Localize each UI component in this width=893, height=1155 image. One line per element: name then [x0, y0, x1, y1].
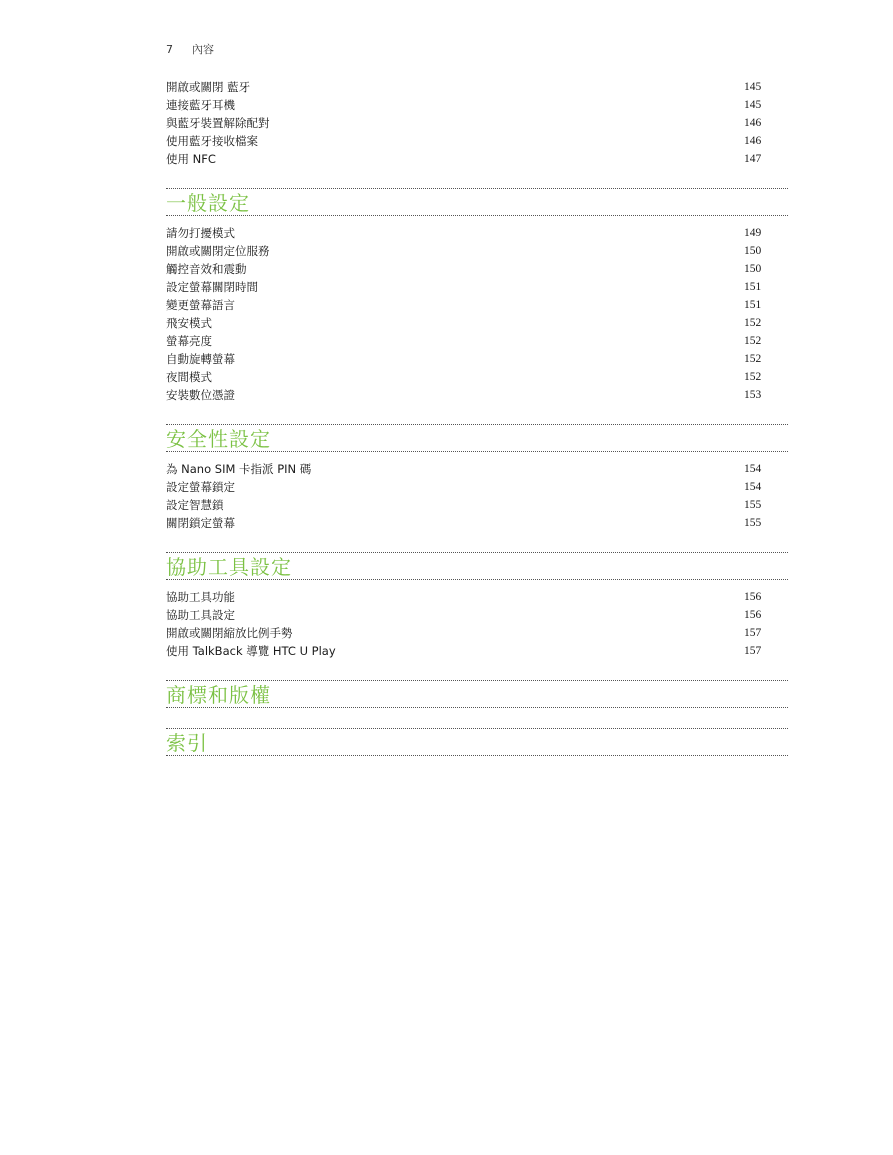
section-entries: [166, 224, 788, 404]
page-number: 7: [166, 43, 173, 56]
toc-entry-page: 155: [744, 499, 762, 511]
toc-entry[interactable]: [166, 642, 788, 660]
toc-entry[interactable]: [166, 242, 788, 260]
table-of-contents: [166, 78, 788, 756]
toc-entry-title: 與藍牙裝置解除配對: [166, 116, 270, 130]
section-entries: [166, 588, 788, 660]
toc-entry[interactable]: [166, 332, 788, 350]
toc-entry-title: 使用 NFC: [166, 152, 216, 166]
toc-entry[interactable]: [166, 278, 788, 296]
toc-entry-page: 149: [744, 227, 762, 239]
toc-entry-page: 151: [744, 281, 762, 293]
toc-entry-page: 147: [744, 153, 762, 165]
toc-entry[interactable]: [166, 460, 788, 478]
toc-entry-title: 協助工具功能: [166, 590, 235, 604]
toc-entry-page: 150: [744, 245, 762, 257]
toc-entry[interactable]: [166, 588, 788, 606]
toc-entry[interactable]: [166, 624, 788, 642]
toc-entry[interactable]: [166, 314, 788, 332]
toc-entry-title: 飛安模式: [166, 316, 212, 330]
toc-entry-title: 開啟或關閉 藍牙: [166, 80, 251, 94]
toc-entry-page: 153: [744, 389, 762, 401]
toc-entry-page: 154: [744, 463, 762, 475]
toc-entry[interactable]: [166, 96, 788, 114]
toc-entry-title: 螢幕亮度: [166, 334, 212, 348]
toc-entry-title: 自動旋轉螢幕: [166, 352, 235, 366]
toc-entry[interactable]: [166, 132, 788, 150]
toc-entry-title: 使用藍牙接收檔案: [166, 134, 258, 148]
toc-entry-page: 145: [744, 81, 762, 93]
toc-entry-page: 156: [744, 609, 762, 621]
toc-entry-title: 安裝數位憑證: [166, 388, 235, 402]
toc-entry-title: 關閉鎖定螢幕: [166, 516, 235, 530]
section-heading[interactable]: 協助工具設定: [166, 552, 788, 580]
toc-entry-page: 156: [744, 591, 762, 603]
toc-entry-page: 157: [744, 627, 762, 639]
section-entries: [166, 460, 788, 532]
toc-entry[interactable]: [166, 496, 788, 514]
toc-entry-title: 為 Nano SIM 卡指派 PIN 碼: [166, 462, 312, 476]
toc-entry-title: 開啟或關閉定位服務: [166, 244, 270, 258]
toc-entry-page: 152: [744, 353, 762, 365]
intro-entries: [166, 78, 788, 168]
toc-entry[interactable]: [166, 350, 788, 368]
toc-entry[interactable]: [166, 606, 788, 624]
toc-entry[interactable]: [166, 224, 788, 242]
toc-entry-title: 設定螢幕鎖定: [166, 480, 235, 494]
toc-entry[interactable]: [166, 368, 788, 386]
section-general-settings: [166, 188, 788, 404]
toc-entry[interactable]: [166, 114, 788, 132]
section-heading[interactable]: 索引: [166, 728, 788, 756]
section-heading[interactable]: 安全性設定: [166, 424, 788, 452]
section-index: [166, 728, 788, 756]
toc-entry-title: 變更螢幕語言: [166, 298, 235, 312]
toc-entry-title: 觸控音效和震動: [166, 262, 247, 276]
toc-entry-page: 154: [744, 481, 762, 493]
toc-entry-title: 使用 TalkBack 導覽 HTC U Play: [166, 644, 336, 658]
toc-entry-page: 146: [744, 135, 762, 147]
toc-entry-title: 請勿打擾模式: [166, 226, 235, 240]
section-heading[interactable]: 商標和版權: [166, 680, 788, 708]
toc-entry[interactable]: [166, 514, 788, 532]
toc-entry-page: 152: [744, 335, 762, 347]
toc-entry-page: 155: [744, 517, 762, 529]
toc-entry[interactable]: [166, 260, 788, 278]
toc-entry-title: 夜間模式: [166, 370, 212, 384]
toc-entry-title: 設定智慧鎖: [166, 498, 224, 512]
toc-entry[interactable]: [166, 78, 788, 96]
section-trademarks: [166, 680, 788, 708]
section-heading[interactable]: 一般設定: [166, 188, 788, 216]
section-accessibility-settings: [166, 552, 788, 660]
toc-entry-page: 151: [744, 299, 762, 311]
toc-entry-page: 152: [744, 317, 762, 329]
section-security-settings: [166, 424, 788, 532]
toc-entry-page: 145: [744, 99, 762, 111]
toc-entry[interactable]: [166, 150, 788, 168]
chapter-title: 內容: [192, 43, 214, 56]
toc-entry-page: 152: [744, 371, 762, 383]
toc-entry-page: 146: [744, 117, 762, 129]
toc-entry[interactable]: [166, 478, 788, 496]
toc-entry-page: 150: [744, 263, 762, 275]
toc-entry-title: 連接藍牙耳機: [166, 98, 235, 112]
toc-entry-page: 157: [744, 645, 762, 657]
toc-entry-title: 協助工具設定: [166, 608, 235, 622]
toc-entry-title: 開啟或關閉縮放比例手勢: [166, 626, 293, 640]
toc-entry[interactable]: [166, 386, 788, 404]
page-header: [166, 41, 214, 57]
toc-entry[interactable]: [166, 296, 788, 314]
toc-entry-title: 設定螢幕關閉時間: [166, 280, 258, 294]
